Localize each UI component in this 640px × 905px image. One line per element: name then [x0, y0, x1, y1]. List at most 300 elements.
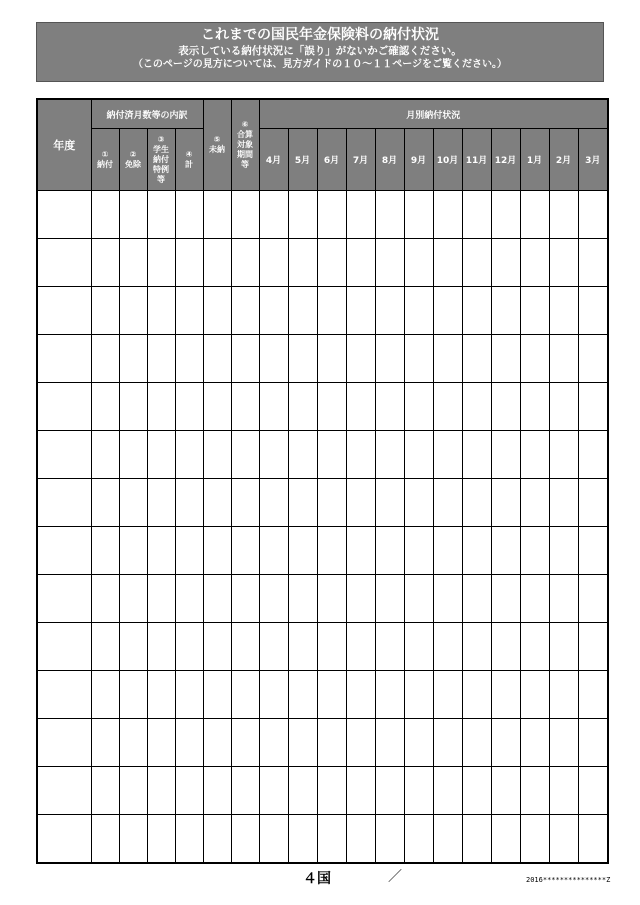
page-slash: ／: [388, 869, 402, 885]
table-cell: [346, 431, 375, 479]
table-cell: [578, 575, 608, 623]
table-cell: [175, 527, 203, 575]
month-header: 12月: [491, 129, 520, 191]
table-cell: [317, 575, 346, 623]
table-cell: [37, 239, 91, 287]
table-cell: [578, 191, 608, 239]
table-cell: [259, 815, 288, 864]
table-cell: [91, 815, 119, 864]
table-cell: [119, 671, 147, 719]
table-cell: [175, 767, 203, 815]
table-cell: [462, 815, 491, 864]
table-cell: [462, 335, 491, 383]
table-cell: [375, 623, 404, 671]
table-cell: [91, 431, 119, 479]
table-row: [37, 719, 608, 767]
table-cell: [288, 479, 317, 527]
table-cell: [147, 383, 175, 431]
table-cell: [404, 479, 433, 527]
table-cell: [578, 527, 608, 575]
table-cell: [288, 671, 317, 719]
table-cell: [288, 287, 317, 335]
table-cell: [288, 815, 317, 864]
table-cell: [259, 623, 288, 671]
table-cell: [37, 575, 91, 623]
table-cell: [433, 191, 462, 239]
table-cell: [231, 239, 259, 287]
table-cell: [520, 719, 549, 767]
table-cell: [147, 671, 175, 719]
title-banner: [36, 22, 604, 82]
table-cell: [259, 431, 288, 479]
table-cell: [549, 287, 578, 335]
table-cell: [346, 287, 375, 335]
table-cell: [549, 383, 578, 431]
table-cell: [520, 431, 549, 479]
table-cell: [491, 287, 520, 335]
table-cell: [119, 191, 147, 239]
table-cell: [549, 815, 578, 864]
table-cell: [203, 527, 231, 575]
table-cell: [317, 767, 346, 815]
table-cell: [346, 239, 375, 287]
table-cell: [462, 719, 491, 767]
table-cell: [375, 767, 404, 815]
exempt-months-header: ② 免除: [119, 129, 147, 191]
table-cell: [175, 623, 203, 671]
table-cell: [203, 719, 231, 767]
table-cell: [549, 191, 578, 239]
table-cell: [462, 767, 491, 815]
table-cell: [317, 383, 346, 431]
table-cell: [175, 479, 203, 527]
table-cell: [91, 239, 119, 287]
table-cell: [231, 383, 259, 431]
table-cell: [404, 575, 433, 623]
table-cell: [119, 431, 147, 479]
table-cell: [346, 623, 375, 671]
table-cell: [288, 431, 317, 479]
table-cell: [175, 287, 203, 335]
table-cell: [119, 287, 147, 335]
table-cell: [317, 815, 346, 864]
table-cell: [578, 335, 608, 383]
table-cell: [288, 575, 317, 623]
table-cell: [147, 335, 175, 383]
table-cell: [288, 191, 317, 239]
month-header: 8月: [375, 129, 404, 191]
table-cell: [37, 527, 91, 575]
table-cell: [375, 719, 404, 767]
table-cell: [433, 623, 462, 671]
table-cell: [375, 479, 404, 527]
table-cell: [37, 479, 91, 527]
table-cell: [462, 671, 491, 719]
table-cell: [259, 575, 288, 623]
year-header: 年度: [37, 99, 91, 191]
table-cell: [549, 623, 578, 671]
table-cell: [147, 431, 175, 479]
table-cell: [231, 815, 259, 864]
table-cell: [375, 431, 404, 479]
table-cell: [119, 623, 147, 671]
table-cell: [346, 815, 375, 864]
table-cell: [404, 239, 433, 287]
table-cell: [578, 815, 608, 864]
page-number: ４国: [303, 871, 331, 887]
table-cell: [404, 431, 433, 479]
table-cell: [203, 239, 231, 287]
table-cell: [147, 527, 175, 575]
table-cell: [578, 431, 608, 479]
month-header: 4月: [259, 129, 288, 191]
table-cell: [175, 815, 203, 864]
table-cell: [231, 767, 259, 815]
table-cell: [203, 671, 231, 719]
table-cell: [91, 287, 119, 335]
table-cell: [549, 671, 578, 719]
table-cell: [549, 767, 578, 815]
table-cell: [147, 191, 175, 239]
table-cell: [259, 287, 288, 335]
month-header: 9月: [404, 129, 433, 191]
table-cell: [462, 479, 491, 527]
table-cell: [578, 479, 608, 527]
table-cell: [317, 431, 346, 479]
table-cell: [203, 335, 231, 383]
table-cell: [491, 431, 520, 479]
table-cell: [231, 575, 259, 623]
table-cell: [462, 287, 491, 335]
table-cell: [520, 239, 549, 287]
table-cell: [520, 623, 549, 671]
table-cell: [119, 239, 147, 287]
table-cell: [520, 575, 549, 623]
payment-status-table: [36, 98, 609, 864]
table-cell: [175, 671, 203, 719]
table-cell: [259, 527, 288, 575]
table-cell: [231, 719, 259, 767]
table-cell: [520, 479, 549, 527]
table-cell: [37, 767, 91, 815]
table-cell: [203, 815, 231, 864]
table-cell: [317, 719, 346, 767]
table-body: [37, 191, 608, 864]
table-cell: [119, 767, 147, 815]
table-cell: [259, 239, 288, 287]
table-cell: [346, 479, 375, 527]
table-cell: [404, 287, 433, 335]
table-cell: [317, 287, 346, 335]
table-cell: [203, 191, 231, 239]
table-cell: [119, 575, 147, 623]
table-cell: [433, 479, 462, 527]
table-cell: [404, 191, 433, 239]
table-cell: [259, 671, 288, 719]
table-cell: [317, 623, 346, 671]
table-cell: [404, 815, 433, 864]
student-special-header: ③ 学生 納付 特例 等: [147, 129, 175, 191]
table-cell: [520, 287, 549, 335]
table-row: [37, 479, 608, 527]
table-cell: [91, 623, 119, 671]
table-cell: [259, 767, 288, 815]
table-cell: [175, 575, 203, 623]
table-cell: [520, 191, 549, 239]
table-cell: [462, 383, 491, 431]
table-cell: [91, 335, 119, 383]
table-cell: [119, 335, 147, 383]
table-cell: [231, 335, 259, 383]
table-cell: [404, 719, 433, 767]
table-cell: [119, 527, 147, 575]
table-cell: [288, 335, 317, 383]
table-cell: [462, 239, 491, 287]
table-cell: [375, 383, 404, 431]
table-cell: [317, 671, 346, 719]
table-row: [37, 767, 608, 815]
table-cell: [346, 767, 375, 815]
table-cell: [288, 383, 317, 431]
table-row: [37, 239, 608, 287]
table-cell: [346, 719, 375, 767]
table-cell: [491, 479, 520, 527]
table-cell: [259, 719, 288, 767]
table-cell: [404, 767, 433, 815]
table-cell: [404, 383, 433, 431]
table-cell: [317, 239, 346, 287]
table-cell: [203, 767, 231, 815]
table-cell: [520, 527, 549, 575]
table-cell: [578, 719, 608, 767]
table-cell: [462, 191, 491, 239]
table-cell: [175, 431, 203, 479]
table-cell: [91, 575, 119, 623]
table-cell: [203, 383, 231, 431]
table-cell: [346, 527, 375, 575]
table-cell: [91, 191, 119, 239]
table-cell: [549, 239, 578, 287]
table-cell: [375, 335, 404, 383]
table-row: [37, 335, 608, 383]
month-header: 6月: [317, 129, 346, 191]
table-cell: [203, 623, 231, 671]
table-cell: [147, 575, 175, 623]
table-cell: [375, 671, 404, 719]
table-cell: [578, 287, 608, 335]
combined-period-header: ⑥ 合算 対象 期間 等: [231, 99, 259, 191]
table-cell: [404, 335, 433, 383]
table-cell: [147, 239, 175, 287]
page-title: これまでの国民年金保険料の納付状況: [201, 27, 439, 43]
table-row: [37, 671, 608, 719]
table-cell: [549, 719, 578, 767]
table-cell: [147, 479, 175, 527]
table-cell: [317, 527, 346, 575]
table-cell: [175, 335, 203, 383]
table-cell: [433, 383, 462, 431]
table-cell: [375, 527, 404, 575]
table-cell: [317, 335, 346, 383]
table-cell: [147, 287, 175, 335]
month-header: 10月: [433, 129, 462, 191]
unpaid-header: ⑤ 未納: [203, 99, 231, 191]
month-header: 2月: [549, 129, 578, 191]
table-cell: [578, 239, 608, 287]
table-cell: [37, 719, 91, 767]
table-cell: [147, 623, 175, 671]
table-cell: [491, 239, 520, 287]
table-cell: [491, 335, 520, 383]
table-cell: [147, 719, 175, 767]
table-cell: [549, 335, 578, 383]
total-header: ④ 計: [175, 129, 203, 191]
table-cell: [37, 623, 91, 671]
table-cell: [346, 191, 375, 239]
table-cell: [375, 239, 404, 287]
table-cell: [91, 767, 119, 815]
table-cell: [520, 383, 549, 431]
table-cell: [578, 671, 608, 719]
table-cell: [491, 575, 520, 623]
table-cell: [433, 431, 462, 479]
table-cell: [346, 671, 375, 719]
table-cell: [175, 239, 203, 287]
table-cell: [317, 479, 346, 527]
table-cell: [549, 575, 578, 623]
table-cell: [119, 383, 147, 431]
table-cell: [231, 623, 259, 671]
table-cell: [231, 191, 259, 239]
table-cell: [433, 815, 462, 864]
table-cell: [491, 719, 520, 767]
table-row: [37, 383, 608, 431]
table-cell: [491, 671, 520, 719]
table-cell: [462, 575, 491, 623]
table-cell: [288, 527, 317, 575]
table-cell: [549, 431, 578, 479]
month-header: 11月: [462, 129, 491, 191]
table-cell: [549, 479, 578, 527]
table-cell: [175, 383, 203, 431]
table-cell: [433, 719, 462, 767]
table-cell: [433, 671, 462, 719]
table-cell: [37, 383, 91, 431]
table-cell: [91, 383, 119, 431]
table-cell: [259, 335, 288, 383]
table-cell: [404, 527, 433, 575]
paid-breakdown-header: 納付済月数等の内訳: [91, 99, 203, 129]
table-row: [37, 431, 608, 479]
table-cell: [346, 335, 375, 383]
table-cell: [462, 431, 491, 479]
guide-reference: （このページの見方については、見方ガイドの１０～１１ページをご覧ください。）: [132, 59, 508, 70]
table-cell: [491, 623, 520, 671]
table-cell: [37, 335, 91, 383]
table-cell: [231, 287, 259, 335]
month-header: 1月: [520, 129, 549, 191]
table-cell: [259, 191, 288, 239]
table-cell: [520, 335, 549, 383]
table-cell: [375, 191, 404, 239]
table-cell: [231, 527, 259, 575]
table-cell: [491, 815, 520, 864]
table-cell: [203, 479, 231, 527]
table-row: [37, 623, 608, 671]
table-cell: [259, 383, 288, 431]
table-cell: [491, 191, 520, 239]
table-cell: [433, 767, 462, 815]
table-cell: [375, 575, 404, 623]
table-cell: [317, 191, 346, 239]
paid-months-header: ① 納付: [91, 129, 119, 191]
table-cell: [259, 479, 288, 527]
table-cell: [520, 671, 549, 719]
table-cell: [433, 239, 462, 287]
table-cell: [175, 719, 203, 767]
table-row: [37, 287, 608, 335]
table-cell: [37, 815, 91, 864]
table-cell: [119, 479, 147, 527]
month-header: 3月: [578, 129, 608, 191]
table-cell: [91, 671, 119, 719]
table-cell: [231, 431, 259, 479]
table-cell: [147, 815, 175, 864]
table-cell: [346, 575, 375, 623]
table-row: [37, 191, 608, 239]
table-cell: [462, 527, 491, 575]
table-cell: [37, 191, 91, 239]
table-cell: [175, 191, 203, 239]
table-row: [37, 527, 608, 575]
table-cell: [491, 767, 520, 815]
table-cell: [288, 767, 317, 815]
table-cell: [203, 431, 231, 479]
table-cell: [578, 623, 608, 671]
table-cell: [404, 623, 433, 671]
table-cell: [404, 671, 433, 719]
table-cell: [433, 335, 462, 383]
month-header: 5月: [288, 129, 317, 191]
table-row: [37, 575, 608, 623]
table-cell: [91, 719, 119, 767]
table-cell: [203, 575, 231, 623]
month-header: 7月: [346, 129, 375, 191]
table-cell: [37, 671, 91, 719]
table-cell: [520, 767, 549, 815]
table-cell: [549, 527, 578, 575]
table-cell: [433, 527, 462, 575]
table-cell: [520, 815, 549, 864]
table-cell: [375, 287, 404, 335]
table-cell: [288, 719, 317, 767]
table-cell: [375, 815, 404, 864]
table-cell: [491, 527, 520, 575]
table-cell: [491, 383, 520, 431]
table-cell: [37, 431, 91, 479]
table-cell: [578, 767, 608, 815]
table-cell: [578, 383, 608, 431]
table-cell: [288, 623, 317, 671]
monthly-status-header: 月別納付状況: [259, 99, 608, 129]
table-cell: [231, 671, 259, 719]
table-cell: [346, 383, 375, 431]
confirm-instruction: 表示している納付状況に「誤り」がないかご確認ください。: [178, 45, 462, 57]
table-cell: [433, 287, 462, 335]
table-cell: [91, 479, 119, 527]
table-cell: [37, 287, 91, 335]
table-cell: [91, 527, 119, 575]
